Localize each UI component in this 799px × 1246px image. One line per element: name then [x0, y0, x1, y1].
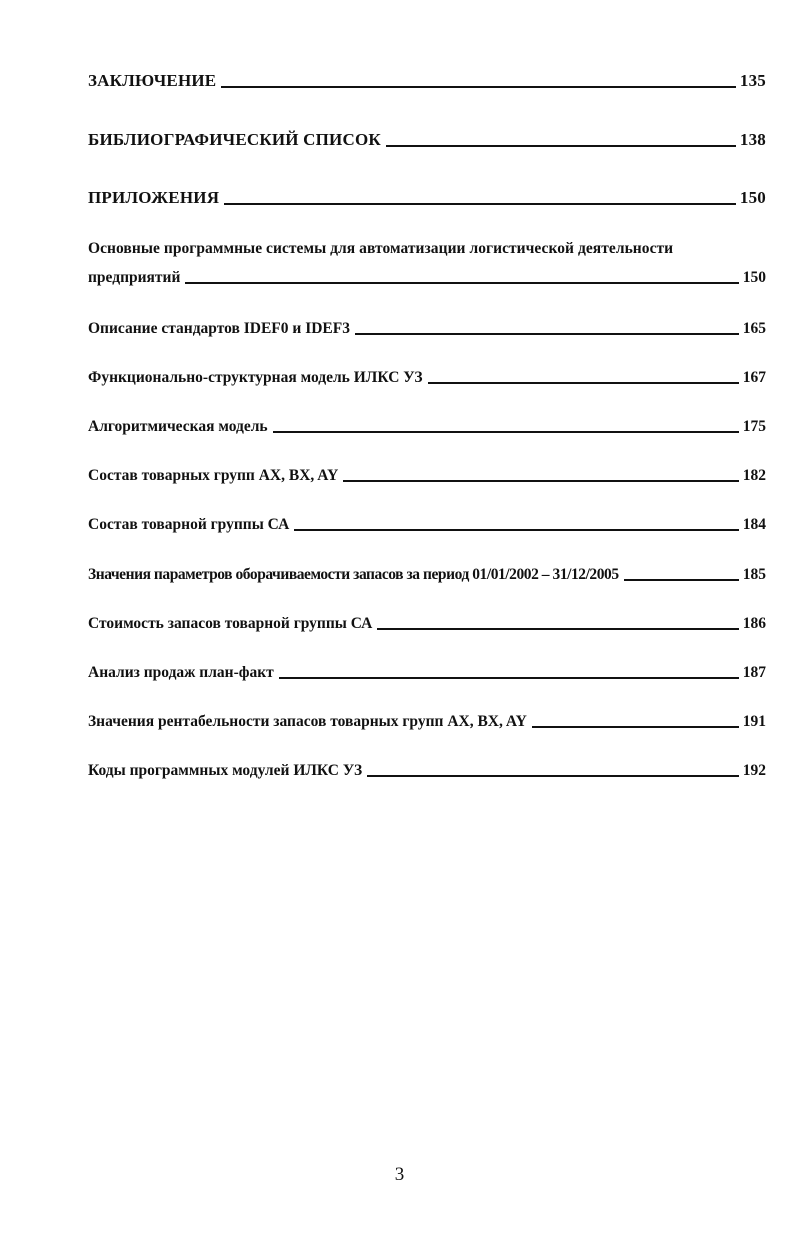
leader-line [221, 86, 736, 88]
toc-entry-title: БИБЛИОГРАФИЧЕСКИЙ СПИСОК [88, 130, 381, 149]
toc-entry-title: Коды программных модулей ИЛКС УЗ [88, 762, 363, 779]
toc-entry-title: Алгоритмическая модель [88, 418, 268, 435]
toc-entry-module-codes [88, 762, 766, 780]
toc-entry-page: 167 [742, 369, 766, 386]
toc-entry-page: 165 [742, 320, 766, 337]
toc-entry-title: Состав товарных групп AX, BX, AY [88, 467, 339, 484]
leader-line [343, 480, 738, 482]
toc-entry-bibliography [88, 130, 766, 150]
toc-entry-page: 186 [742, 615, 766, 632]
toc-entry-sales-analysis [88, 664, 766, 682]
leader-line [532, 726, 739, 728]
toc-entry-idef [88, 320, 766, 338]
toc-entry-page: 182 [742, 467, 766, 484]
leader-line [279, 677, 739, 679]
toc-entry-title: ПРИЛОЖЕНИЯ [88, 188, 220, 207]
toc-entry-page: 184 [742, 516, 766, 533]
leader-line [273, 431, 739, 433]
toc-entry-turnover-params [88, 566, 766, 584]
toc-entry-page: 150 [742, 269, 766, 286]
toc-entry-title-line1: Основные программные системы для автоматизации логистической деятельности [88, 240, 674, 257]
toc-entry-page: 175 [742, 418, 766, 435]
toc-entry-page: 135 [739, 71, 766, 90]
toc-entry-title: Значения рентабельности запасов товарных групп AX, BX, AY [88, 713, 527, 730]
toc-entry-title: Состав товарной группы СА [88, 516, 290, 533]
leader-line [386, 145, 736, 147]
toc-entry-title: Стоимость запасов товарной группы СА [88, 615, 373, 632]
toc-entry-group-ca [88, 516, 766, 534]
toc-entry-stock-cost-ca [88, 615, 766, 633]
leader-line [367, 775, 739, 777]
toc-entry-page: 185 [742, 566, 766, 583]
leader-line [428, 382, 739, 384]
toc-entry-title: Анализ продаж план-факт [88, 664, 274, 681]
toc-entry-conclusion [88, 71, 766, 91]
toc-entry-profitability [88, 713, 766, 731]
toc-entry-groups-ax-bx-ay [88, 467, 766, 485]
toc-entry-functional-model [88, 369, 766, 387]
leader-line [624, 579, 739, 581]
toc-entry-page: 150 [739, 188, 766, 207]
toc-entry-title: ЗАКЛЮЧЕНИЕ [88, 71, 217, 90]
toc-entry-title: Описание стандартов IDEF0 и IDEF3 [88, 320, 350, 337]
toc-entry-page: 187 [742, 664, 766, 681]
toc-entry-appendices [88, 188, 766, 208]
toc-entry-page: 191 [742, 713, 766, 730]
leader-line [294, 529, 738, 531]
leader-line [224, 203, 736, 205]
leader-line [377, 628, 738, 630]
toc-entry-title: Функционально-структурная модель ИЛКС УЗ [88, 369, 423, 386]
toc-entry-title-line2: предприятий [88, 269, 181, 286]
leader-line [355, 333, 739, 335]
toc-entry-title: Значения параметров оборачиваемости запасов за период 01/01/2002 – 31/12/2005 [88, 566, 619, 583]
toc-entry-page: 192 [742, 762, 766, 779]
toc-entry-algorithmic-model [88, 418, 766, 436]
leader-line [185, 282, 738, 284]
toc-entry-software-systems [88, 240, 766, 287]
page-number: 3 [394, 1164, 405, 1185]
toc-entry-page: 138 [739, 130, 766, 149]
